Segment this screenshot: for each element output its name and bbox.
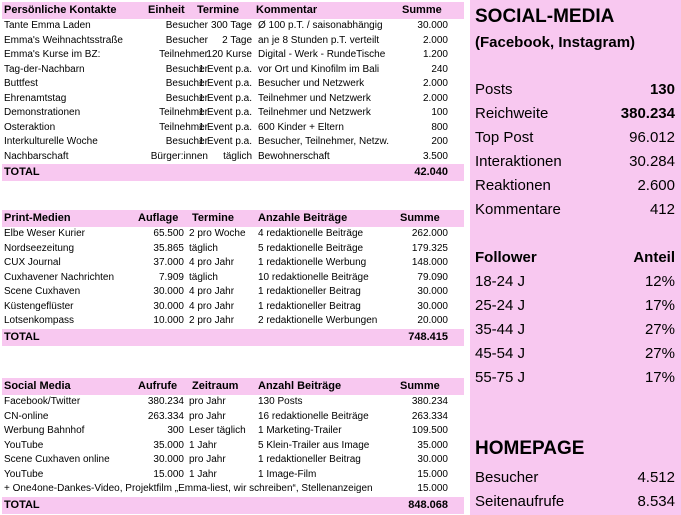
cell-dates: 1 Event p.a.	[198, 63, 252, 75]
total-row	[2, 164, 464, 181]
cell-views: 35.000	[153, 439, 184, 451]
header-dates: Termine	[192, 212, 234, 224]
follower-row	[475, 342, 675, 366]
header-articles: Anzahl Beiträge	[258, 380, 342, 392]
header-sum: Summe	[400, 380, 440, 392]
cell-name: Interkulturelle Woche	[4, 136, 98, 147]
cell-sum: 109.500	[411, 425, 448, 436]
cell-dates: 300 Tage	[211, 20, 252, 31]
follower-label: 25-24 J	[475, 297, 526, 314]
cell-dates: 2 Tage	[222, 34, 252, 46]
table-row	[2, 468, 464, 483]
stat-label: Kommentare	[475, 201, 561, 218]
cell-name: Buttfest	[4, 78, 38, 89]
cell-views: 15.000	[153, 468, 184, 480]
cell-views: 30.000	[153, 454, 184, 465]
cell-dates: 1 Event p.a.	[198, 92, 252, 104]
cell-comment: Ø 100 p.T. / saisonabhängig	[258, 20, 383, 31]
cell-dates: 1 Event p.a.	[198, 121, 252, 133]
follower-label: 55-75 J	[475, 369, 526, 386]
follower-header-label: Follower	[475, 249, 537, 266]
cell-sum: 30.000	[417, 286, 448, 297]
cell-dates: täglich	[189, 271, 218, 283]
cell-period: Leser täglich	[189, 425, 246, 436]
cell-unit: Besucher	[165, 136, 208, 147]
total-label: TOTAL	[4, 330, 40, 343]
follower-value: 27%	[644, 345, 675, 362]
follower-row	[475, 366, 675, 390]
cell-name: Werbung Bahnhof	[4, 425, 85, 436]
total-row	[2, 497, 464, 514]
follower-label: 45-54 J	[475, 345, 526, 362]
cell-circulation: 7.909	[158, 271, 184, 283]
cell-sum: 30.000	[417, 20, 448, 31]
cell-articles: 1 redaktioneller Beitrag	[258, 300, 361, 312]
cell-views: 300	[167, 425, 184, 436]
cell-circulation: 30.000	[153, 286, 184, 297]
cell-name: Facebook/Twitter	[4, 396, 81, 407]
follower-row	[475, 318, 675, 342]
cell-circulation: 37.000	[153, 257, 184, 268]
table-row	[2, 92, 464, 107]
stat-label: Top Post	[475, 129, 534, 146]
cell-dates: täglich	[189, 242, 218, 254]
cell-views: 263.334	[147, 410, 184, 422]
follower-label: 35-44 J	[475, 321, 526, 338]
follower-header	[475, 246, 675, 270]
cell-unit: Bürger:innen	[150, 150, 208, 162]
cell-name: Emma's Kurse im BZ:	[4, 49, 101, 60]
cell-name: Elbe Weser Kurier	[4, 228, 85, 239]
cell-circulation: 10.000	[153, 315, 184, 326]
table-row	[2, 424, 464, 439]
cell-views: 380.234	[147, 396, 184, 407]
cell-articles: 5 redaktionelle Beiträge	[258, 242, 364, 254]
cell-name: YouTube	[4, 468, 44, 480]
note-row	[2, 482, 464, 497]
cell-sum: 1.200	[422, 49, 448, 60]
table-row	[2, 410, 464, 425]
cell-sum: 2.000	[422, 92, 448, 104]
cell-dates: 4 pro Jahr	[189, 257, 235, 268]
cell-sum: 20.000	[417, 315, 448, 326]
panel-title: SOCIAL-MEDIA	[475, 6, 615, 27]
cell-unit: Teilnehmer	[159, 107, 208, 118]
cell-articles: 5 Klein-Trailer aus Image	[258, 439, 370, 451]
header-name: Persönliche Kontakte	[4, 4, 117, 16]
stat-value: 96.012	[629, 129, 675, 146]
table-row	[2, 48, 464, 63]
cell-unit: Besucher	[165, 34, 208, 46]
cell-articles: 16 redaktionelle Beiträge	[258, 410, 369, 422]
stat-row	[475, 150, 675, 174]
table-row	[2, 121, 464, 136]
cell-name: Tag-der-Nachbarn	[4, 63, 85, 75]
table-row	[2, 242, 464, 257]
cell-unit: Teilnehmer	[159, 49, 208, 60]
total-value: 848.068	[408, 498, 448, 511]
cell-sum: 263.334	[411, 410, 448, 422]
table-row	[2, 150, 464, 165]
cell-comment: Besucher, Teilnehmer, Netzw.	[258, 136, 389, 147]
header-sum: Summe	[400, 212, 440, 224]
header-circulation: Auflage	[138, 212, 179, 224]
stat-label: Posts	[475, 81, 513, 98]
cell-articles: 10 redaktionelle Beiträge	[258, 271, 369, 283]
follower-row	[475, 294, 675, 318]
cell-sum: 100	[431, 107, 448, 118]
follower-value: 12%	[644, 273, 675, 290]
social-media-table	[2, 378, 464, 514]
follower-value: 27%	[644, 321, 675, 338]
cell-articles: 1 Marketing-Trailer	[258, 425, 342, 436]
cell-name: Emma's Weihnachtsstraße	[4, 34, 123, 46]
table-row	[2, 135, 464, 150]
cell-name: Scene Cuxhaven	[4, 286, 81, 297]
cell-articles: 130 Posts	[258, 396, 303, 407]
cell-period: 1 Jahr	[189, 439, 217, 451]
cell-sum: 200	[431, 136, 448, 147]
cell-period: pro Jahr	[189, 410, 226, 422]
cell-sum: 2.000	[422, 34, 448, 46]
table-row	[2, 300, 464, 315]
follower-label: 18-24 J	[475, 273, 526, 290]
cell-name: Nordseezeitung	[4, 242, 75, 254]
personal-contacts-table	[2, 2, 464, 181]
cell-comment: Digital - Werk - RundeTische	[258, 49, 386, 60]
homepage-title: HOMEPAGE	[475, 438, 585, 459]
stat-value: 2.600	[637, 177, 675, 194]
cell-name: Lotsenkompass	[4, 315, 75, 326]
homepage-stat-value: 8.534	[637, 493, 675, 510]
cell-sum: 262.000	[411, 228, 448, 239]
homepage-stat-row	[475, 490, 675, 514]
cell-dates: 4 pro Jahr	[189, 286, 235, 297]
cell-sum: 800	[431, 121, 448, 133]
table-row	[2, 256, 464, 271]
table-row	[2, 106, 464, 121]
cell-sum: 15.000	[417, 468, 448, 480]
cell-name: CN-online	[4, 410, 49, 422]
table-row	[2, 395, 464, 410]
cell-name: Cuxhavener Nachrichten	[4, 271, 115, 283]
cell-name: Ehrenamtstag	[4, 92, 67, 104]
table-row	[2, 77, 464, 92]
cell-articles: 4 redaktionelle Beiträge	[258, 228, 364, 239]
header-unit: Einheit	[148, 4, 185, 16]
total-label: TOTAL	[4, 166, 40, 178]
follower-value: 17%	[644, 297, 675, 314]
social-media-summary-panel	[470, 0, 681, 515]
cell-unit: Besucher	[165, 78, 208, 89]
stat-value: 412	[649, 201, 675, 218]
stat-row	[475, 126, 675, 150]
table-row	[2, 34, 464, 49]
cell-dates: 2 pro Jahr	[189, 315, 235, 326]
cell-dates: 120 Kurse	[206, 49, 252, 60]
table-row	[2, 285, 464, 300]
header-name: Social Media	[4, 380, 71, 392]
stat-label: Reichweite	[475, 105, 549, 122]
stat-row	[475, 102, 675, 126]
cell-name: Tante Emma Laden	[4, 20, 91, 31]
total-row	[2, 329, 464, 346]
cell-unit: Teilnehmer	[159, 121, 208, 133]
cell-comment: Bewohnerschaft	[258, 150, 330, 162]
cell-comment: vor Ort und Kinofilm im Bali	[258, 63, 380, 75]
cell-comment: Teilnehmer und Netzwerk	[258, 107, 371, 118]
cell-dates: 2 pro Woche	[189, 228, 246, 239]
cell-name: Scene Cuxhaven online	[4, 454, 110, 465]
cell-articles: 1 redaktioneller Beitrag	[258, 286, 361, 297]
follower-row	[475, 270, 675, 294]
stat-value: 130	[649, 81, 675, 98]
panel-subtitle: (Facebook, Instagram)	[475, 34, 636, 51]
cell-articles: 1 redaktioneller Beitrag	[258, 454, 361, 465]
homepage-stat-row	[475, 466, 675, 490]
cell-unit: Besucher	[165, 63, 208, 75]
cell-name: Osteraktion	[4, 121, 56, 133]
cell-comment: an je 8 Stunden p.T. verteilt	[258, 34, 380, 46]
homepage-stat-value: 4.512	[637, 469, 675, 486]
total-value: 42.040	[414, 166, 448, 178]
stat-row	[475, 198, 675, 222]
table-header	[2, 2, 464, 19]
cell-period: 1 Jahr	[189, 468, 217, 480]
cell-circulation: 35.865	[153, 242, 184, 254]
cell-sum: 240	[431, 63, 448, 75]
cell-comment: Besucher und Netzwerk	[258, 78, 365, 89]
cell-period: pro Jahr	[189, 454, 226, 465]
header-sum: Summe	[402, 4, 442, 16]
cell-dates: 1 Event p.a.	[198, 107, 252, 118]
cell-dates: täglich	[223, 150, 252, 162]
cell-name: CUX Journal	[4, 257, 61, 268]
print-media-table	[2, 210, 464, 346]
table-row	[2, 439, 464, 454]
cell-sum: 2.000	[422, 78, 448, 89]
table-row	[2, 19, 464, 34]
cell-name: Küstengeflüster	[4, 300, 74, 312]
cell-period: pro Jahr	[189, 396, 226, 407]
homepage-stat-label: Seitenaufrufe	[475, 493, 565, 510]
stat-value: 380.234	[620, 105, 675, 122]
table-row	[2, 227, 464, 242]
stat-row	[475, 174, 675, 198]
cell-sum: 3.500	[422, 150, 448, 162]
stat-row	[475, 78, 675, 102]
follower-header-value: Anteil	[633, 249, 675, 266]
cell-sum: 30.000	[417, 300, 448, 312]
note-value: 15.000	[417, 483, 448, 494]
cell-name: Nachbarschaft	[4, 150, 69, 162]
cell-dates: 4 pro Jahr	[189, 300, 235, 312]
stat-label: Interaktionen	[475, 153, 562, 170]
cell-circulation: 65.500	[153, 228, 184, 239]
stat-value: 30.284	[629, 153, 675, 170]
table-header	[2, 378, 464, 395]
cell-articles: 1 Image-Film	[258, 468, 317, 480]
cell-dates: 1 Event p.a.	[198, 78, 252, 89]
header-name: Print-Medien	[4, 212, 71, 224]
cell-unit: Besucher	[165, 92, 208, 104]
header-comment: Kommentar	[256, 4, 318, 16]
cell-circulation: 30.000	[153, 300, 184, 312]
cell-sum: 179.325	[411, 242, 448, 254]
table-row	[2, 271, 464, 286]
cell-sum: 30.000	[417, 454, 448, 465]
cell-dates: 1 Event p.a.	[198, 136, 252, 147]
cell-sum: 380.234	[411, 396, 448, 407]
cell-sum: 35.000	[417, 439, 448, 451]
header-views: Aufrufe	[138, 380, 178, 392]
cell-sum: 148.000	[411, 257, 448, 268]
cell-articles: 1 redaktionelle Werbung	[258, 257, 367, 268]
stat-label: Reaktionen	[475, 177, 551, 194]
cell-name: Demonstrationen	[4, 107, 81, 118]
note-text: + One4one-Dankes-Video, Projektfilm „Emma-liest, wir schreiben“, Stellenanzeigen	[4, 483, 373, 494]
total-label: TOTAL	[4, 498, 40, 511]
homepage-stat-label: Besucher	[475, 469, 539, 486]
table-row	[2, 314, 464, 329]
total-value: 748.415	[408, 330, 448, 343]
cell-sum: 79.090	[417, 271, 448, 283]
cell-name: YouTube	[4, 439, 44, 451]
cell-unit: Besucher	[165, 20, 208, 31]
header-period: Zeitraum	[192, 380, 239, 392]
cell-comment: Teilnehmer und Netzwerk	[258, 92, 371, 104]
header-dates: Termine	[197, 4, 239, 16]
cell-articles: 2 redaktionelle Werbungen	[258, 315, 378, 326]
table-row	[2, 453, 464, 468]
cell-comment: 600 Kinder + Eltern	[258, 121, 344, 133]
header-articles: Anzahle Beiträge	[258, 212, 348, 224]
table-header	[2, 210, 464, 227]
follower-value: 17%	[644, 369, 675, 386]
table-row	[2, 63, 464, 78]
